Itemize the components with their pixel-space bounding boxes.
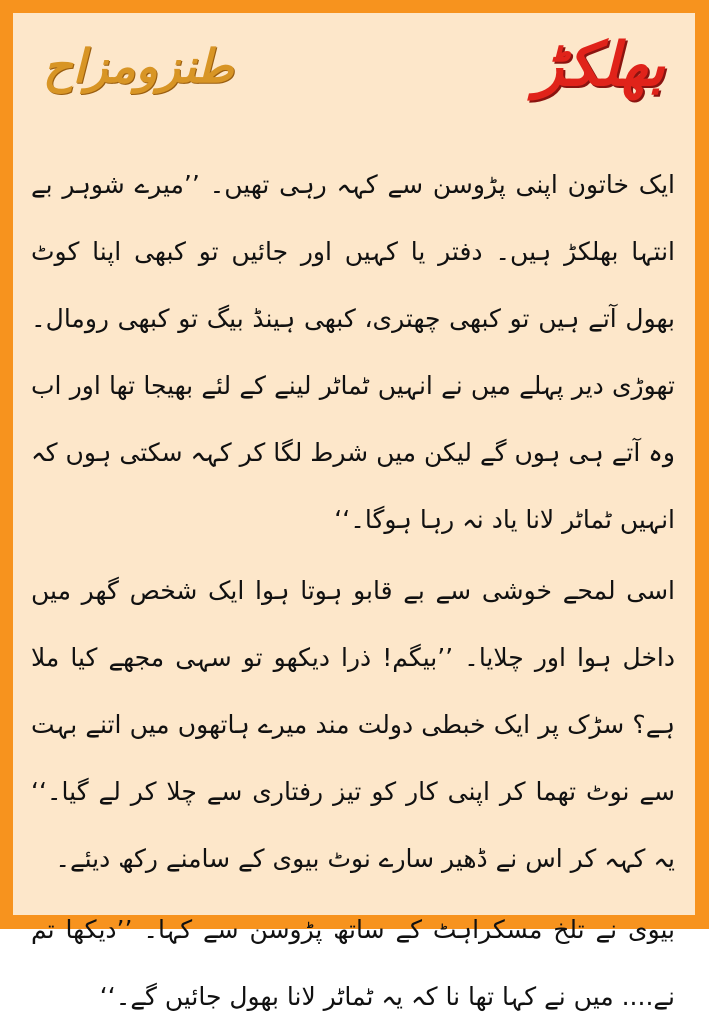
article-body xyxy=(31,151,675,1030)
paragraph: بیوی نے تلخ مسکراہٹ کے ساتھ پڑوسن سے کہا۔ ’’دیکھا تم نے.... میں نے کہا تھا نا کہ یہ ٹماٹر لانا بھول جائیں گے۔‘‘ xyxy=(31,915,675,1011)
paragraph: اسی لمحے خوشی سے بے قابو ہوتا ہوا ایک شخص گھر میں داخل ہوا اور چلایا۔ ’’بیگم! ذرا دیکھو تو سہی مجھے کیا ملا ہے؟ سڑک پر ایک خبطی دولت مند میرے ہاتھوں میں اتنے بہت سے نوٹ تھما کر اپنی کار کو تیز رفتاری سے چلا کر لے گیا۔‘‘ یہ کہہ کر اس نے ڈھیر سارے نوٹ بیوی کے سامنے رکھ دیئے۔ xyxy=(31,576,675,873)
paragraph: ایک خاتون اپنی پڑوسن سے کہہ رہی تھیں۔ ’’میرے شوہر بے انتہا بھلکڑ ہیں۔ دفتر یا کہیں اور جائیں تو کبھی اپنا کوٹ بھول آتے ہیں تو کبھی چھتری، کبھی ہینڈ بیگ تو کبھی رومال۔ تھوڑی دیر پہلے میں نے انہیں ٹماٹر لینے کے لئے بھیجا تھا اور اب وہ آتے ہی ہوں گے لیکن میں شرط لگا کر کہہ سکتی ہوں کہ انہیں ٹماٹر لانا یاد نہ رہا ہوگا۔‘‘ xyxy=(31,170,675,534)
section-label: طنزومزاح xyxy=(43,39,234,93)
article-title: بھلکڑ xyxy=(534,30,665,100)
article-page xyxy=(13,13,695,1011)
